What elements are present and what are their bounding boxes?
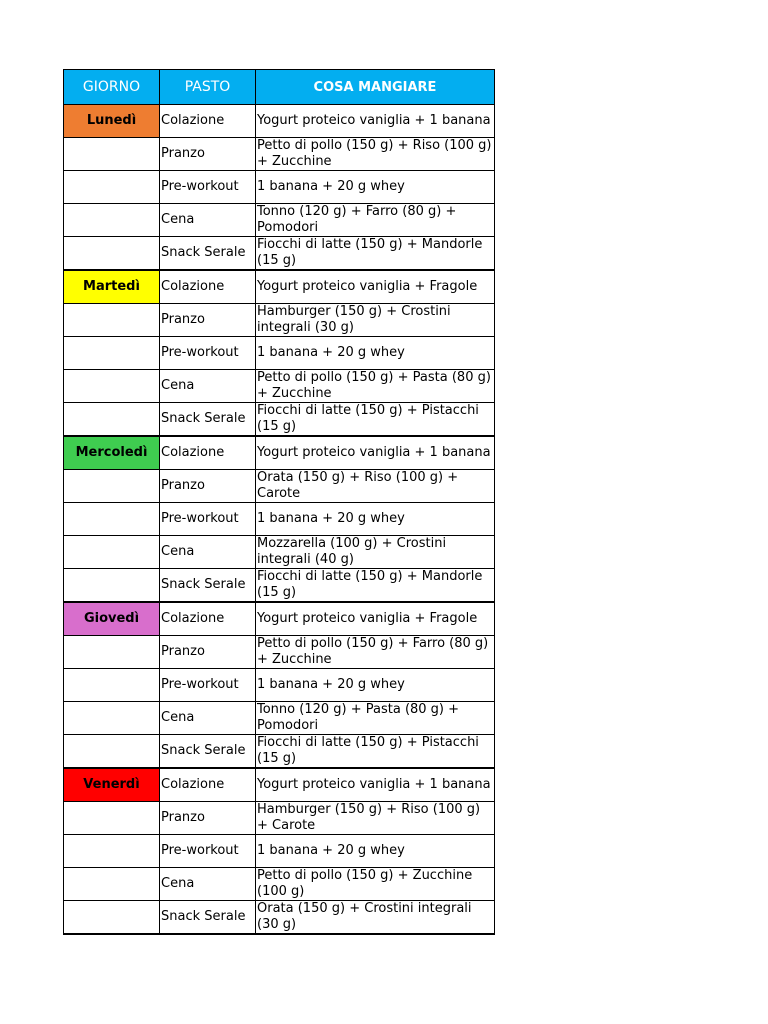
header-row — [64, 70, 495, 105]
food-cell: Petto di pollo (150 g) + Riso (100 g) + Zucchine — [256, 138, 495, 171]
meal-cell: Pre-workout — [160, 171, 256, 204]
meal-cell: Colazione — [160, 270, 256, 304]
day-cell-empty — [64, 403, 160, 437]
food-cell: Orata (150 g) + Riso (100 g) + Carote — [256, 470, 495, 503]
meal-cell: Colazione — [160, 105, 256, 138]
table-row — [64, 768, 495, 802]
day-cell-empty — [64, 669, 160, 702]
table-row — [64, 403, 495, 437]
food-cell: Fiocchi di latte (150 g) + Mandorle (15 g) — [256, 569, 495, 603]
food-cell: Tonno (120 g) + Farro (80 g) + Pomodori — [256, 204, 495, 237]
table-row — [64, 105, 495, 138]
header-food: COSA MANGIARE — [256, 70, 495, 105]
table-row — [64, 835, 495, 868]
day-label: Venerdì — [64, 768, 160, 802]
food-cell: 1 banana + 20 g whey — [256, 503, 495, 536]
table-row — [64, 436, 495, 470]
day-cell-empty — [64, 636, 160, 669]
meal-plan-table — [63, 69, 495, 935]
table-row — [64, 569, 495, 603]
meal-cell: Colazione — [160, 768, 256, 802]
table-row — [64, 669, 495, 702]
food-cell: Mozzarella (100 g) + Crostini integrali (40 g) — [256, 536, 495, 569]
day-label: Giovedì — [64, 602, 160, 636]
day-cell-empty — [64, 470, 160, 503]
meal-cell: Pre-workout — [160, 337, 256, 370]
table-row — [64, 138, 495, 171]
day-label: Mercoledì — [64, 436, 160, 470]
table-row — [64, 901, 495, 935]
food-cell: Yogurt proteico vaniglia + Fragole — [256, 602, 495, 636]
day-cell-empty — [64, 171, 160, 204]
food-cell: 1 banana + 20 g whey — [256, 337, 495, 370]
day-label: Lunedì — [64, 105, 160, 138]
day-cell-empty — [64, 802, 160, 835]
table-row — [64, 337, 495, 370]
meal-cell: Snack Serale — [160, 569, 256, 603]
meal-cell: Snack Serale — [160, 901, 256, 935]
table-row — [64, 237, 495, 271]
food-cell: Fiocchi di latte (150 g) + Pistacchi (15 g) — [256, 735, 495, 769]
table-row — [64, 702, 495, 735]
meal-cell: Cena — [160, 204, 256, 237]
table-row — [64, 503, 495, 536]
table-row — [64, 304, 495, 337]
meal-cell: Snack Serale — [160, 403, 256, 437]
food-cell: 1 banana + 20 g whey — [256, 171, 495, 204]
meal-cell: Cena — [160, 536, 256, 569]
table-row — [64, 735, 495, 769]
table-row — [64, 802, 495, 835]
meal-cell: Pre-workout — [160, 503, 256, 536]
food-cell: 1 banana + 20 g whey — [256, 835, 495, 868]
day-label: Martedì — [64, 270, 160, 304]
meal-cell: Cena — [160, 370, 256, 403]
day-cell-empty — [64, 735, 160, 769]
meal-cell: Cena — [160, 868, 256, 901]
table-row — [64, 602, 495, 636]
table-row — [64, 636, 495, 669]
table-row — [64, 270, 495, 304]
meal-cell: Pre-workout — [160, 835, 256, 868]
day-cell-empty — [64, 536, 160, 569]
meal-cell: Colazione — [160, 602, 256, 636]
day-cell-empty — [64, 702, 160, 735]
meal-cell: Snack Serale — [160, 237, 256, 271]
day-cell-empty — [64, 569, 160, 603]
food-cell: Petto di pollo (150 g) + Pasta (80 g) + Zucchine — [256, 370, 495, 403]
meal-cell: Pranzo — [160, 304, 256, 337]
table-body — [64, 105, 495, 935]
meal-cell: Pranzo — [160, 802, 256, 835]
food-cell: Yogurt proteico vaniglia + 1 banana — [256, 105, 495, 138]
food-cell: Yogurt proteico vaniglia + 1 banana — [256, 436, 495, 470]
food-cell: Petto di pollo (150 g) + Zucchine (100 g) — [256, 868, 495, 901]
meal-cell: Pranzo — [160, 636, 256, 669]
meal-cell: Colazione — [160, 436, 256, 470]
day-cell-empty — [64, 868, 160, 901]
food-cell: 1 banana + 20 g whey — [256, 669, 495, 702]
table-row — [64, 370, 495, 403]
meal-cell: Pre-workout — [160, 669, 256, 702]
meal-cell: Cena — [160, 702, 256, 735]
day-cell-empty — [64, 835, 160, 868]
header-meal: PASTO — [160, 70, 256, 105]
food-cell: Hamburger (150 g) + Riso (100 g) + Carote — [256, 802, 495, 835]
table-row — [64, 536, 495, 569]
header-day: GIORNO — [64, 70, 160, 105]
food-cell: Hamburger (150 g) + Crostini integrali (30 g) — [256, 304, 495, 337]
day-cell-empty — [64, 337, 160, 370]
food-cell: Fiocchi di latte (150 g) + Pistacchi (15 g) — [256, 403, 495, 437]
day-cell-empty — [64, 503, 160, 536]
meal-cell: Pranzo — [160, 470, 256, 503]
day-cell-empty — [64, 237, 160, 271]
day-cell-empty — [64, 304, 160, 337]
food-cell: Fiocchi di latte (150 g) + Mandorle (15 g) — [256, 237, 495, 271]
food-cell: Petto di pollo (150 g) + Farro (80 g) + Zucchine — [256, 636, 495, 669]
table-row — [64, 470, 495, 503]
table-row — [64, 171, 495, 204]
day-cell-empty — [64, 370, 160, 403]
food-cell: Tonno (120 g) + Pasta (80 g) + Pomodori — [256, 702, 495, 735]
meal-cell: Snack Serale — [160, 735, 256, 769]
meal-cell: Pranzo — [160, 138, 256, 171]
day-cell-empty — [64, 204, 160, 237]
table-row — [64, 868, 495, 901]
day-cell-empty — [64, 901, 160, 935]
food-cell: Orata (150 g) + Crostini integrali (30 g) — [256, 901, 495, 935]
food-cell: Yogurt proteico vaniglia + Fragole — [256, 270, 495, 304]
table-row — [64, 204, 495, 237]
day-cell-empty — [64, 138, 160, 171]
food-cell: Yogurt proteico vaniglia + 1 banana — [256, 768, 495, 802]
